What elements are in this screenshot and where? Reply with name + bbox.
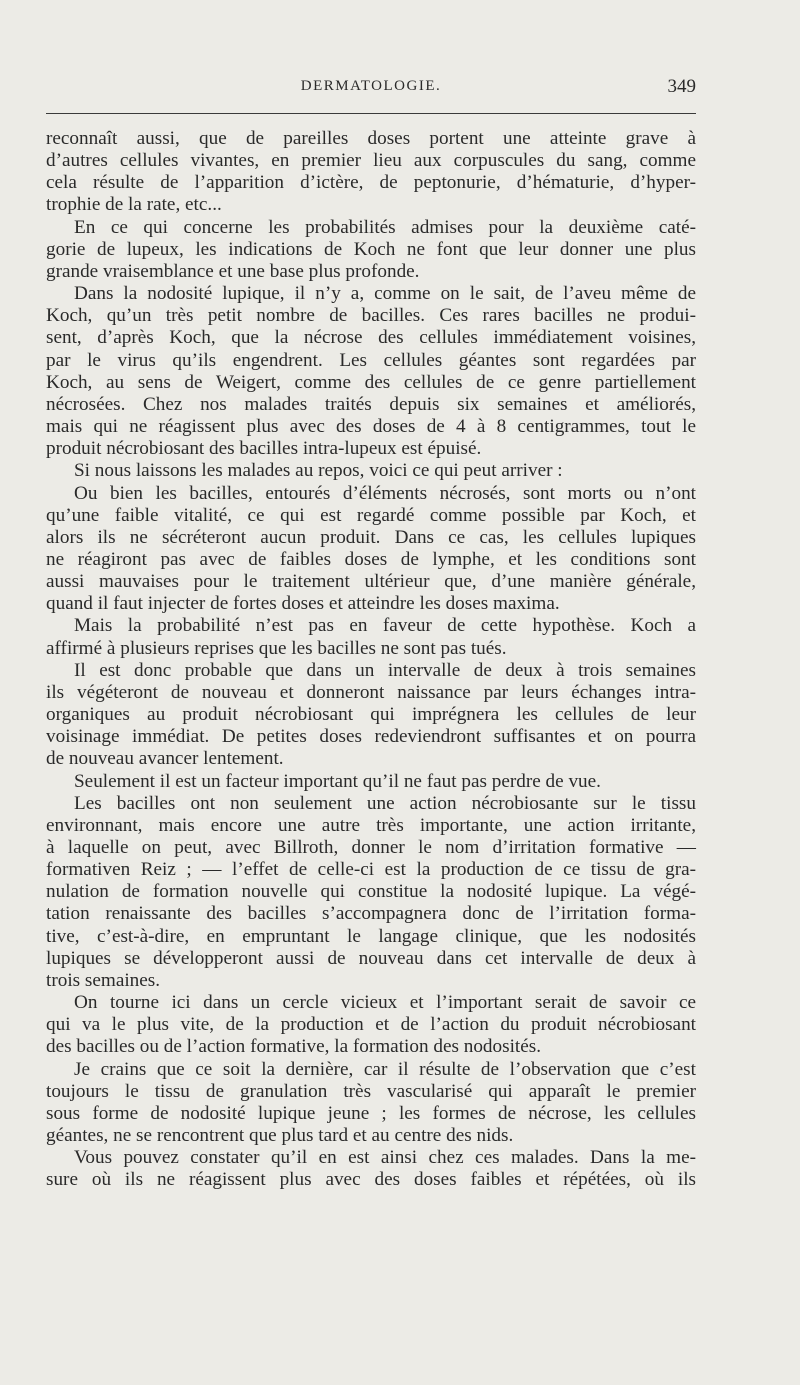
running-title: DERMATOLOGIE. — [300, 78, 442, 94]
text-line: nulation de formation nouvelle qui constitue la nodosité lupique. La végé- — [46, 881, 696, 903]
text-line: On tourne ici dans un cercle vicieux et l’important serait de savoir ce — [74, 992, 696, 1014]
text-line: Les bacilles ont non seulement une action nécrobiosante sur le tissu — [74, 792, 696, 814]
text-line: cela résulte de l’apparition d’ictère, de peptonurie, d’hématurie, d’hyper- — [46, 172, 696, 194]
text-line: qui va le plus vite, de la production et de l’action du produit nécrobiosant — [46, 1014, 696, 1036]
text-line: sous forme de nodosité lupique jeune ; les formes de nécrose, les cellules — [46, 1102, 696, 1124]
text-line: sent, d’après Koch, que la nécrose des cellules immédiatement voisines, — [46, 327, 696, 349]
text-line: lupiques se développeront aussi de nouveau dans cet intervalle de deux à — [46, 947, 696, 969]
text-line: nécrosées. Chez nos malades traités depuis six semaines et améliorés, — [46, 393, 696, 415]
page-number: 349 — [667, 76, 696, 97]
text-line: Ou bien les bacilles, entourés d’éléments nécrosés, sont morts ou n’ont — [74, 482, 696, 504]
text-line: Vous pouvez constater qu’il en est ainsi chez ces malades. Dans la me- — [74, 1147, 696, 1169]
text-line: Koch, qu’un très petit nombre de bacilles. Ces rares bacilles ne produi- — [46, 305, 696, 327]
text-line: géantes, ne se rencontrent que plus tard et au centre des nids. — [46, 1125, 514, 1147]
text-line: grande vraisemblance et une base plus profonde. — [46, 260, 420, 282]
text-line: reconnaît aussi, que de pareilles doses portent une atteinte grave à — [46, 128, 696, 149]
text-line: produit nécrobiosant des bacilles intra-lupeux est épuisé. — [46, 438, 482, 460]
text-line: à laquelle on peut, avec Billroth, donner le nom d’irritation formative — — [46, 837, 696, 858]
text-line: par le virus qu’ils engendrent. Les cellules géantes sont regardées par — [46, 349, 696, 371]
text-line: affirmé à plusieurs reprises que les bacilles ne sont pas tués. — [46, 637, 507, 659]
text-line: d’autres cellules vivantes, en premier lieu aux corpuscules du sang, comme — [46, 150, 696, 172]
text-line: voisinage immédiat. De petites doses redeviendront suffisantes et on pourra — [46, 726, 696, 748]
text-line: toujours le tissu de granulation très vascularisé qui apparaît le premier — [46, 1080, 696, 1102]
text-line: qu’une faible vitalité, ce qui est regardé comme possible par Koch, et — [46, 504, 696, 526]
text-line: tive, c’est-à-dire, en empruntant le langage clinique, que les nodosités — [46, 925, 696, 947]
text-line: formativen Reiz ; — l’effet de celle-ci est la production de ce tissu de gra- — [46, 859, 696, 881]
text-line: ils végéteront de nouveau et donneront naissance par leurs échanges intra- — [46, 681, 696, 703]
text-line: gorie de lupeux, les indications de Koch ne font que leur donner une plus — [46, 238, 696, 260]
text-line: aussi mauvaises pour le traitement ultérieur que, d’une manière générale, — [46, 571, 696, 593]
text-line: ne réagiront pas avec de faibles doses de lymphe, et les conditions sont — [46, 548, 696, 570]
text-line: En ce qui concerne les probabilités admises pour la deuxième caté- — [74, 216, 696, 238]
text-line: organiques au produit nécrobiosant qui imprégnera les cellules de leur — [46, 704, 696, 726]
text-line: Koch, au sens de Weigert, comme des cellules de ce genre partiellement — [46, 371, 696, 393]
text-line: Il est donc probable que dans un intervalle de deux à trois semaines — [74, 659, 696, 681]
page-header — [46, 76, 696, 104]
text-line: Dans la nodosité lupique, il n’y a, comme on le sait, de l’aveu même de — [74, 283, 696, 305]
text-line: trophie de la rate, etc... — [46, 194, 222, 216]
header-rule — [46, 113, 696, 114]
text-line: alors ils ne sécréteront aucun produit. Dans ce cas, les cellules lupiques — [46, 526, 696, 548]
text-line: trois semaines. — [46, 969, 161, 991]
text-line: Seulement il est un facteur important qu’il ne faut pas perdre de vue. — [74, 770, 601, 792]
text-line: Je crains que ce soit la dernière, car il résulte de l’observation que c’est — [74, 1058, 696, 1080]
text-line: tation renaissante des bacilles s’accompagnera donc de l’irritation forma- — [46, 903, 696, 925]
text-line: Mais la probabilité n’est pas en faveur de cette hypothèse. Koch a — [74, 615, 696, 637]
text-line: des bacilles ou de l’action formative, la formation des nodosités. — [46, 1036, 542, 1058]
text-line: de nouveau avancer lentement. — [46, 748, 284, 770]
text-line: Si nous laissons les malades au repos, voici ce qui peut arriver : — [74, 460, 563, 482]
text-line: quand il faut injecter de fortes doses et atteindre les doses maxima. — [46, 593, 560, 615]
text-line: sure où ils ne réagissent plus avec des doses faibles et répétées, où ils — [46, 1169, 696, 1191]
text-line: environnant, mais encore une autre très importante, une action irritante, — [46, 814, 696, 836]
body-text — [46, 128, 696, 1192]
text-line: mais qui ne réagissent plus avec des doses de 4 à 8 centigrammes, tout le — [46, 416, 696, 438]
